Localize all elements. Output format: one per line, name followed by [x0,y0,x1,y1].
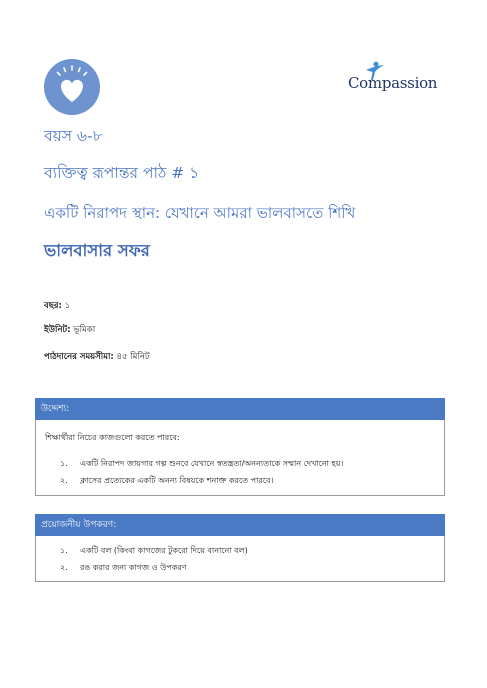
objectives-intro: শিক্ষার্থীরা নিচের কাজগুলো করতে পারবে: [45,433,180,442]
year-label: বছর: [44,301,62,311]
objectives-heading: উদ্দেশ্য: [35,398,445,420]
list-item-number: ২. [60,476,68,485]
duration-value: ৪৫ মিনিট [116,352,150,362]
age-range: বয়স ৬-৮ [44,127,103,145]
list-item-text: ক্লাসের প্রত্যেকের একটি অনন্য বিষয়কে শনাক্ত করতে পারবে। [80,476,274,485]
materials-box [35,536,445,582]
list-item-text: একটি বল (কিংবা কাগজের টুকরো দিয়ে বানানো বল) [80,546,248,555]
unit-label: ইউনিট: [44,325,71,335]
list-item-number: ২. [60,563,68,572]
compassion-wordmark: Compassion [348,74,438,92]
compassion-logo [348,61,448,101]
year-line [44,299,70,313]
duration-line [44,350,150,364]
year-value: ১ [64,301,71,311]
materials-heading: প্রয়োজনীয় উপকরণ: [35,514,445,536]
unit-value: ভূমিকা [73,325,96,335]
list-item-text: রঙ করার জন্য কাগজ ও উপকরণ [80,563,187,572]
duration-label: পাঠদানের সময়সীমা: [44,352,114,362]
list-item-text: একটি নিরাপদ জায়গার গল্প শুনবে যেখানে স্বতন্ত্রতা/অনন্যতাকে সম্মান দেখানো হয়। [80,459,344,468]
lesson-number: ব্যক্তিত্ব রূপান্তর পাঠ # ১ [44,164,200,182]
list-item-number: ১. [60,459,68,468]
heart-badge-icon [44,59,100,115]
unit-line [44,323,95,337]
lesson-subtitle: একটি নিরাপদ স্থান: যেখানে আমরা ভালবাসতে শিখি [44,204,356,222]
page-title: ভালবাসার সফর [44,241,150,260]
list-item-number: ১. [60,546,68,555]
